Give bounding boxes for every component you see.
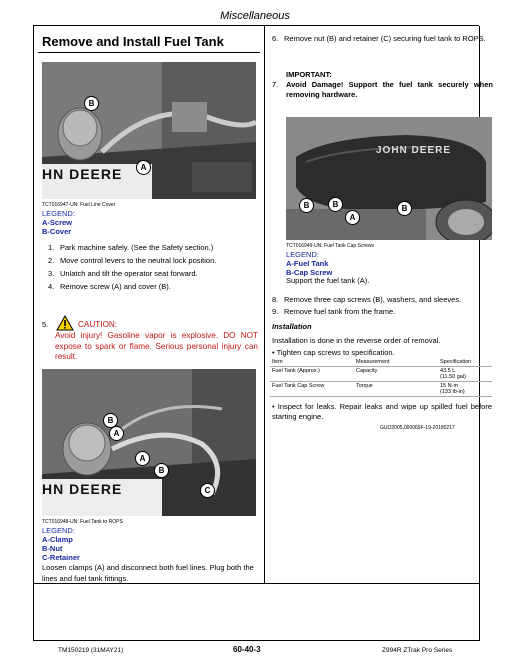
fuel-tank-cap-screws-illustration	[286, 117, 492, 240]
step-text: Move control levers to the neutral lock position.	[60, 256, 217, 265]
table-cell	[438, 367, 492, 382]
callout-b: B	[397, 201, 412, 216]
figure-caption: TCT016949-UN: Fuel Tank Cap Screws	[286, 243, 374, 249]
important-text: Avoid Damage! Support the fuel tank securely when removing hardware.	[286, 80, 493, 99]
step-number: 2.	[48, 256, 55, 265]
brand-lettering: HN DEERE	[42, 481, 123, 497]
document-id: GUO2005,000069F-19-20180217	[380, 425, 455, 431]
figure-caption: TCT016947-UN: Fuel Line Cover	[42, 202, 116, 208]
footer-doc-number: TM150219 (31MAY21)	[58, 647, 124, 654]
caution-text: Avoid injury! Gasoline vapor is explosive. DO NOT expose to spark or flame. Serious personal injury can result.	[55, 331, 258, 361]
step-number: 6.	[272, 34, 279, 43]
legend-item: A-Fuel Tank	[286, 259, 329, 268]
step-text: Unlatch and tilt the operator seat forward.	[60, 269, 198, 278]
step-text: Remove fuel tank from the frame.	[284, 307, 396, 316]
legend-item: C-Retainer	[42, 553, 80, 562]
table-header-row	[270, 358, 492, 367]
footer-page-number: 60-40-3	[233, 645, 261, 654]
figure-legend	[42, 209, 75, 236]
figure-caption: TCT016948-UN: Fuel Tank to ROPS	[42, 519, 123, 525]
step-number: 3.	[48, 269, 55, 278]
step-number: 8.	[272, 295, 279, 304]
legend-item: A-Clamp	[42, 535, 73, 544]
callout-b: B	[328, 197, 343, 212]
step-text: Remove screw (A) and cover (B).	[60, 282, 171, 291]
callout-a: A	[135, 451, 150, 466]
column-header: Measurement	[354, 358, 438, 367]
table-cell: Fuel Tank Cap Screw	[270, 382, 354, 397]
callout-c: C	[200, 483, 215, 498]
callout-b: B	[84, 96, 99, 111]
procedure-title: Remove and Install Fuel Tank	[42, 34, 224, 49]
important-step-number: 7.	[272, 80, 279, 89]
legend-item: B-Nut	[42, 544, 63, 553]
callout-a: A	[109, 426, 124, 441]
step-text: Remove three cap screws (B), washers, and sleeves.	[284, 295, 462, 304]
table-cell	[438, 382, 492, 397]
section-header: Miscellaneous	[220, 10, 290, 22]
fuel-tank-to-rops-photo	[42, 369, 256, 516]
column-header: Item	[270, 358, 354, 367]
table-cell: Capacity	[354, 367, 438, 382]
brand-lettering: HN DEERE	[42, 166, 123, 182]
callout-b: B	[154, 463, 169, 478]
callout-a: A	[345, 210, 360, 225]
callout-b: B	[103, 413, 118, 428]
legend-heading: LEGEND:	[286, 250, 319, 259]
column-divider	[264, 26, 265, 583]
table-row	[270, 367, 492, 382]
step-text: Remove nut (B) and retainer (C) securing fuel tank to ROPS.	[284, 34, 486, 43]
figure-legend	[42, 526, 80, 562]
fuel-tank-cap-screws-photo	[286, 117, 492, 240]
table-cell: Torque	[354, 382, 438, 397]
figure-legend	[286, 250, 332, 277]
callout-a: A	[136, 160, 151, 175]
legend-heading: LEGEND:	[42, 526, 75, 535]
inspect-leaks-bullet: • Inspect for leaks. Repair leaks and wipe up spilled fuel before starting engine.	[272, 402, 492, 421]
spec-value-alt: (11.50 gal)	[440, 374, 466, 380]
callout-b: B	[299, 198, 314, 213]
support-tank-text: Support the fuel tank (A).	[286, 276, 370, 285]
table-row	[270, 382, 492, 397]
title-rule	[38, 52, 260, 53]
legend-item: B-Cap Screw	[286, 268, 333, 277]
disconnect-fuel-lines-text: Loosen clamps (A) and disconnect both fuel lines. Plug both the lines and fuel tank fittings.	[42, 563, 254, 583]
step-text: Park machine safely. (See the Safety section.)	[60, 243, 214, 252]
step-number: 9.	[272, 307, 279, 316]
spec-table	[270, 358, 492, 397]
legend-item: A-Screw	[42, 218, 73, 227]
step-number: 4.	[48, 282, 55, 291]
caution-step-number: 5.	[42, 320, 49, 329]
step-number: 1.	[48, 243, 55, 252]
legend-item: B-Cover	[42, 227, 72, 236]
caution-title: CAUTION:	[78, 320, 118, 329]
table-cell: Fuel Tank (Approx.)	[270, 367, 354, 382]
important-label: IMPORTANT:	[286, 70, 332, 79]
column-header: Specification	[438, 358, 492, 367]
spec-value: 15 N·m	[440, 383, 459, 389]
footer-rule	[33, 583, 479, 584]
installation-heading: Installation	[272, 322, 312, 331]
fuel-line-cover-photo	[42, 62, 256, 199]
spec-value-alt: (133 lb-in)	[440, 389, 465, 395]
installation-bullet: • Tighten cap screws to specification.	[272, 348, 395, 357]
brand-lettering: JOHN DEERE	[376, 145, 452, 156]
footer-model: Z994R ZTrak Pro Series	[382, 647, 453, 654]
legend-heading: LEGEND:	[42, 209, 75, 218]
installation-text: Installation is done in the reverse order of removal.	[272, 336, 441, 345]
spec-value: 43.5 L	[440, 368, 456, 374]
